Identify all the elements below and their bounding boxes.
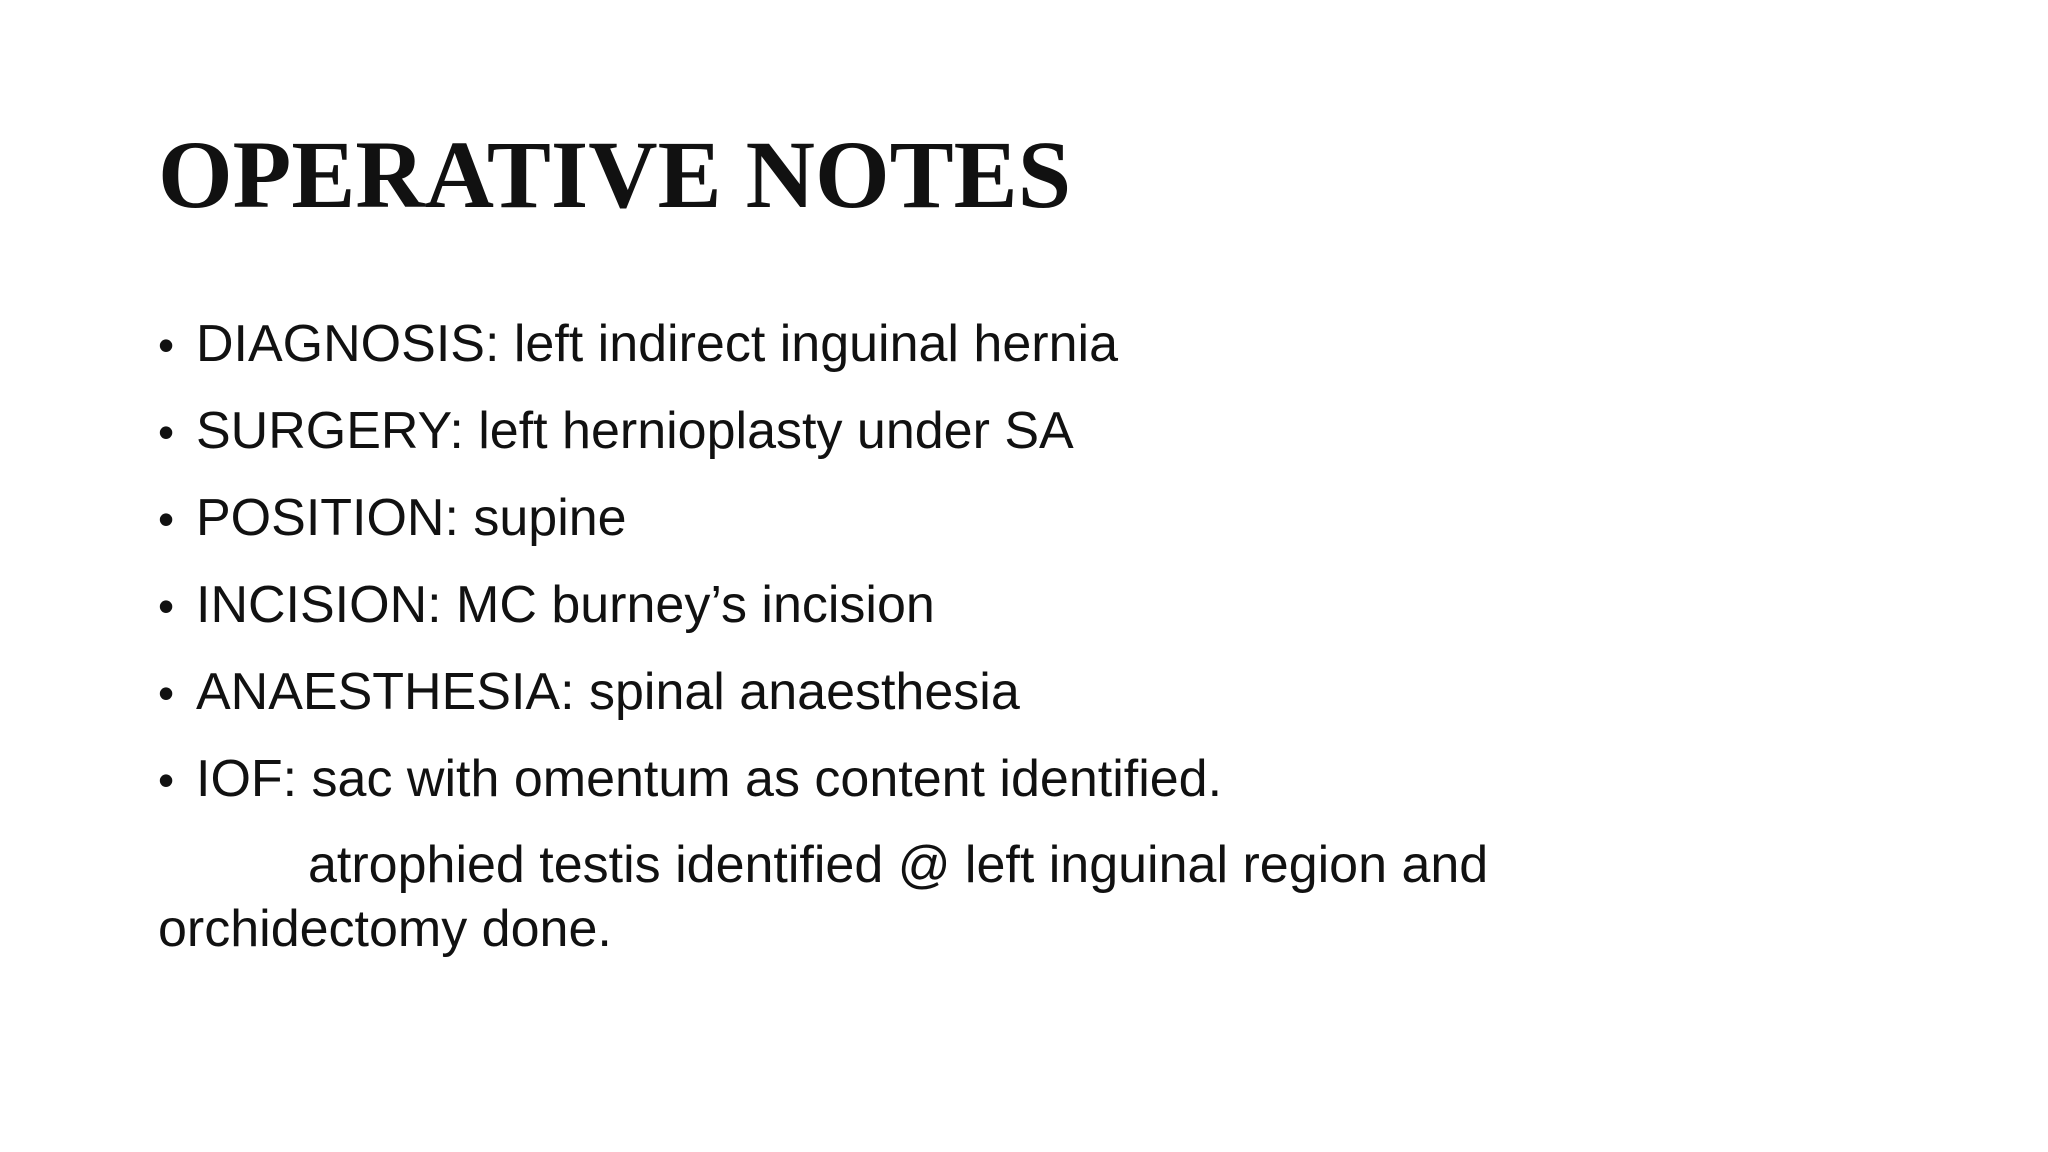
bullet-item-iof bbox=[158, 746, 1918, 833]
bullet-dot: • bbox=[158, 406, 175, 458]
bullet-text: IOF: sac with omentum as content identified. bbox=[196, 750, 1223, 808]
continuation-line-1: atrophied testis identified @ left inguinal region and bbox=[308, 836, 1489, 894]
bullet-item-anaesthesia bbox=[158, 659, 1918, 746]
bullet-item-diagnosis bbox=[158, 311, 1918, 398]
bullet-text: ANAESTHESIA: spinal anaesthesia bbox=[196, 663, 1020, 721]
bullet-dot: • bbox=[158, 493, 175, 545]
slide-content bbox=[158, 311, 1918, 961]
bullet-item-surgery bbox=[158, 398, 1918, 485]
bullet-dot: • bbox=[158, 319, 175, 371]
bullet-dot: • bbox=[158, 754, 175, 806]
bullet-text: DIAGNOSIS: left indirect inguinal hernia bbox=[196, 315, 1118, 373]
continuation-line-2: orchidectomy done. bbox=[158, 900, 612, 958]
bullet-list bbox=[158, 311, 1918, 833]
bullet-text: POSITION: supine bbox=[196, 489, 627, 547]
iof-continuation bbox=[158, 833, 1918, 961]
bullet-text: INCISION: MC burney’s incision bbox=[196, 576, 935, 634]
slide-title: OPERATIVE NOTES bbox=[158, 121, 1072, 228]
bullet-dot: • bbox=[158, 580, 175, 632]
bullet-dot: • bbox=[158, 667, 175, 719]
bullet-text: SURGERY: left hernioplasty under SA bbox=[196, 402, 1074, 460]
bullet-item-incision bbox=[158, 572, 1918, 659]
bullet-item-position bbox=[158, 485, 1918, 572]
